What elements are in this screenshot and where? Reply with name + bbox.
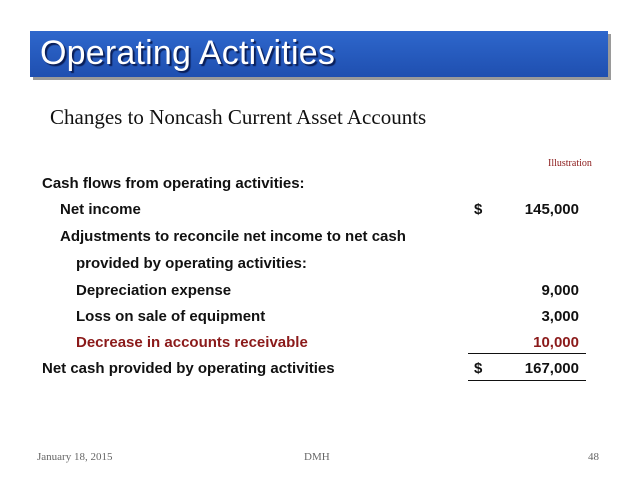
- footer-author: DMH: [304, 451, 330, 463]
- adjustments-line2: provided by operating activities:: [76, 255, 307, 272]
- statement-heading: Cash flows from operating activities:: [42, 175, 305, 192]
- net-income-amount: 145,000: [524, 201, 579, 218]
- slide-title: Operating Activities: [40, 34, 336, 72]
- slide-subtitle: Changes to Noncash Current Asset Accounts: [50, 105, 427, 129]
- net-cash-label: Net cash provided by operating activities: [42, 360, 335, 377]
- depreciation-label: Depreciation expense: [76, 282, 232, 299]
- decrease-ar-amount: 10,000: [533, 334, 579, 351]
- adjustments-line1: Adjustments to reconcile net income to net cash: [60, 228, 406, 245]
- net-income-dollar: $: [474, 201, 483, 218]
- depreciation-amount: 9,000: [541, 282, 579, 299]
- subtotal-rule: [468, 353, 586, 354]
- loss-amount: 3,000: [541, 308, 579, 325]
- loss-label: Loss on sale of equipment: [76, 308, 266, 325]
- footer-date: January 18, 2015: [37, 451, 113, 463]
- net-income-label: Net income: [60, 201, 141, 218]
- decrease-ar-label: Decrease in accounts receivable: [76, 334, 308, 351]
- net-cash-dollar: $: [474, 360, 483, 377]
- total-rule: [468, 380, 586, 381]
- net-cash-amount: 167,000: [524, 360, 579, 377]
- title-bar: [30, 31, 608, 77]
- illustration-label: Illustration: [548, 158, 592, 169]
- footer-page-number: 48: [588, 451, 599, 463]
